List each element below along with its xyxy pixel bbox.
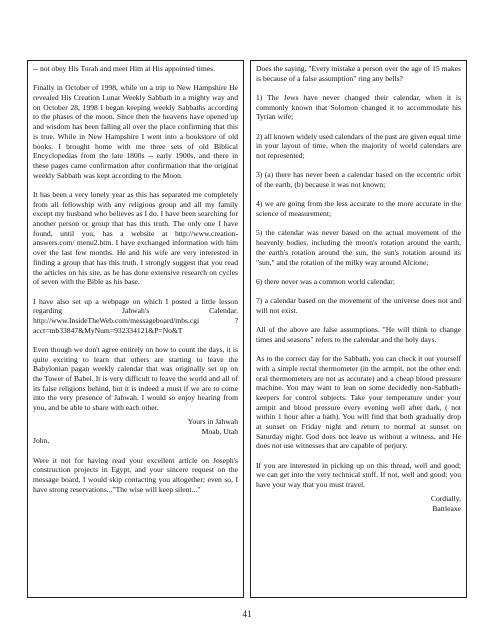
- left-closing-paragraph: Were it not for having read your excellent article on Joseph's construction projects in Egypt, and your sincere request on the message board, I would skip contacting you altogether; even so, I have strong reservations..."The wise will keep silent...": [33, 455, 238, 494]
- right-paragraph-3: 2) all known widely used calendars of the past are given equal time in your layout of time, when the majority of world calendars are not represented;: [256, 131, 461, 161]
- closing: Cordially,: [430, 493, 461, 503]
- right-paragraph-11: If you are interested in picking up on this thread, well and good; we can get into the very technical stuff. If not, well and good; you have your way that you must travel.: [256, 460, 461, 490]
- signature-line-2: Moab, Utah: [201, 426, 238, 436]
- page-number: 41: [242, 609, 252, 619]
- right-paragraph-5: 4) we are going from the less accurate to the more accurate in the science of measurement;: [256, 199, 461, 219]
- left-paragraph-3: It has been a very lonely year as this has separated me completely from all fellowship with any religious group and all my family except my husband who believes as I do. I have been searching for another person or group that has this truth. The only one I have found, until you, has a website at http://www.creation-answers.com/ menu2.htm. I have exchanged information with him over the last few months. He and his wife are very interested in finding a group that has this truth. I strongly suggest that you read the articles on his site, as he has done extensive research on cycles of seven with the Bible as his base.: [33, 189, 238, 287]
- left-paragraph-1: -- not obey His Torah and meet Him at His appointed times.: [33, 64, 215, 73]
- right-paragraph-9: All of the above are false assumptions. "He will think to change times and seasons" refers to the calendar and the holy days.: [256, 325, 461, 344]
- left-column: [27, 60, 244, 598]
- right-paragraph-1: Does the saying, "Every mistake a person over the age of 15 makes is because of a false assumption" ring any bells?: [256, 64, 461, 83]
- right-paragraph-4: 3) (a) there has never been a calendar based on the eccentric orbit of the earth, (b) because it was not known;: [256, 170, 461, 190]
- right-paragraph-2: 1) The Jews have never changed their calendar, when it is commonly known that Solomon changed it to accommodate his Tyrian wife;: [256, 93, 461, 122]
- right-paragraph-10: As to the correct day for the Sabbath, you can check it out yourself with a simple rectal thermometer (in the armpit, not the other end: oral thermometers are not as accurate) and a cheap blood pressure machine. You may want to lean on some decidedly non-Sabbath-keepers for control subjects. Take your temperature under your armpit and blood pressure every evening well after dark, ( not within 1 hour after a bath). You will find that both gradually drop at sunset on Friday night and return to normal at sunset on Saturday night. God does not leave us without a witness, and He does not use witnesses that are capable of perjury.: [256, 354, 461, 451]
- right-column: [250, 60, 467, 598]
- signature-line-1: Yours in Jahwah: [187, 416, 238, 426]
- left-paragraph-5: Even though we don't agree entirely on how to count the days, it is quite exciting to learn that others are starting to leave the Babylonian pagan weekly calendar that was originally set up on the Tower of Babel. It is very difficult to leave the world and all of its false religions behind, but it is indeed a must if we are to come into the very presence of Jahwah. I would so enjoy hearing from you, and be able to share with each other.: [33, 344, 238, 413]
- salutation: John,: [33, 436, 50, 446]
- right-paragraph-8: 7) a calendar based on the movement of the universe does not and will not exist.: [256, 296, 461, 315]
- right-paragraph-6: 5) the calendar was never based on the actual movement of the heavenly bodies, including the moon's rotation around the earth, the earth's rotation around the sun, the sun's rotation around its "sun," and the rotation of the milky way around Alcione;: [256, 228, 461, 267]
- left-paragraph-2: Finally in October of 1998, while on a trip to New Hampshire He revealed His Creation Lunar Weekly Sabbath in a mighty way and on October 28, 1998 I began keeping weekly Sabbaths according to the phases of the moon. Since then the heavens have opened up and wisdom has been falling all over the place confirming that this is true. While in New Hampshire I went into a bookstore of old books. I brought home with me three sets of old Biblical Encyclopedias from the late 1800s -- early 1900s, and there in these pages came confirmation after confirmation that the original weekly Sabbath was kept according to the Moon.: [33, 83, 238, 180]
- left-paragraph-4: I have also set up a webpage on which I posted a little lesson regarding Jahwah's Calendar. http://www.InsideTheWeb.com/messageboard/mbs.cgi ?acct=mb33847&MyNum=932334121&P=No&T: [33, 296, 238, 335]
- right-paragraph-7: 6) there never was a common world calendar;: [256, 276, 395, 286]
- signature: Battleaxe: [432, 503, 461, 513]
